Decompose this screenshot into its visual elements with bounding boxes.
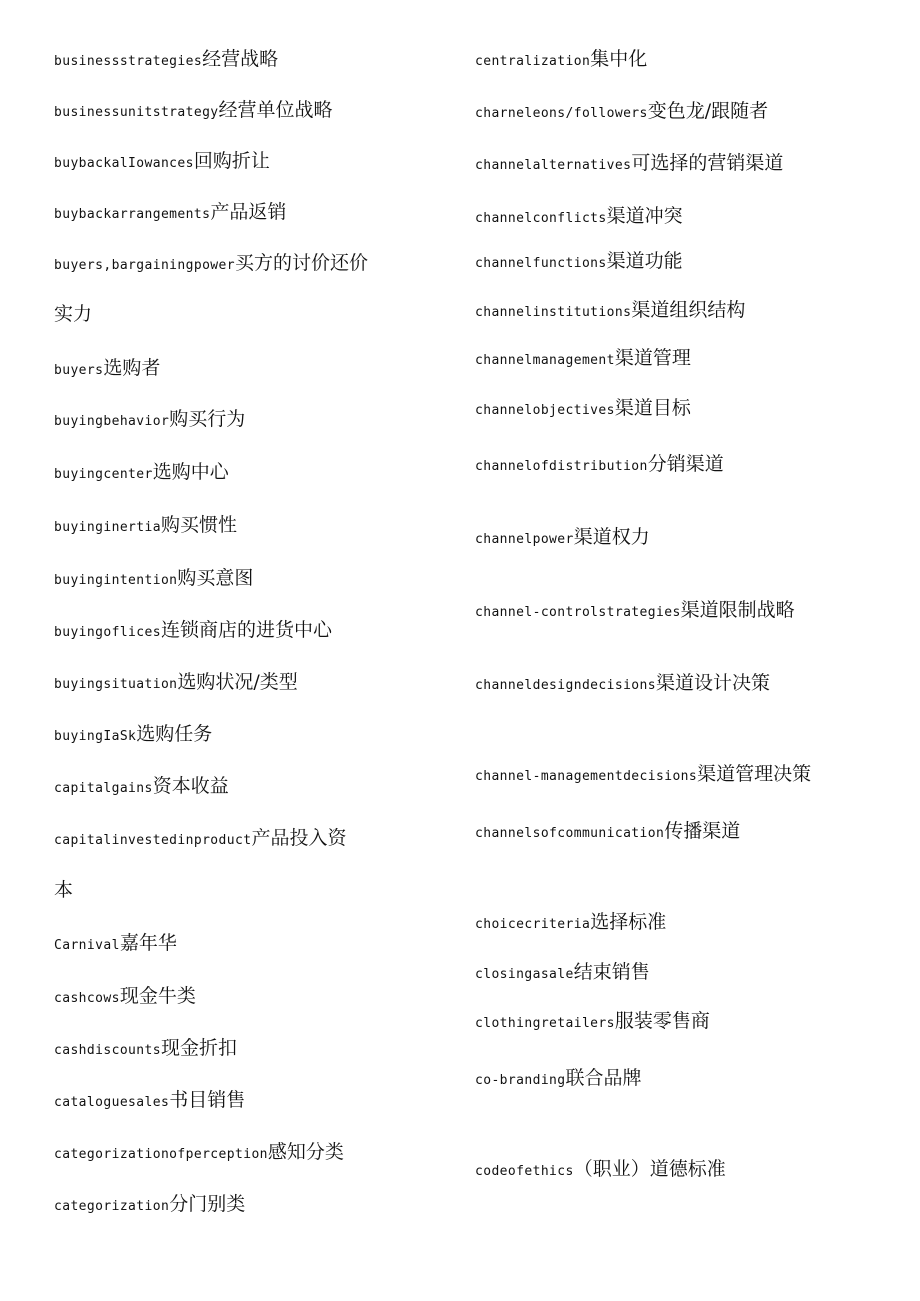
chinese-term: 渠道目标 xyxy=(614,397,691,419)
english-term: buyers,bargainingpower xyxy=(54,258,235,273)
glossary-entry xyxy=(475,396,691,423)
glossary-entry xyxy=(54,774,229,801)
english-term: channelconflicts xyxy=(475,211,607,226)
chinese-term: 产品投入资 xyxy=(251,827,347,849)
chinese-term: 本 xyxy=(54,879,74,901)
chinese-term: 渠道组织结构 xyxy=(631,299,746,321)
english-term: centralization xyxy=(475,54,591,69)
glossary-entry xyxy=(54,407,245,434)
chinese-term: 经营战略 xyxy=(202,48,279,70)
english-term: clothingretailers xyxy=(475,1016,615,1031)
glossary-entry xyxy=(475,99,768,126)
chinese-term: 分门别类 xyxy=(169,1193,246,1215)
chinese-term: 购买意图 xyxy=(177,567,254,589)
glossary-entry xyxy=(475,598,795,625)
english-term: Carnival xyxy=(54,938,120,953)
glossary-entry xyxy=(475,819,740,846)
chinese-term: 经营单位战略 xyxy=(218,99,333,121)
chinese-term: 联合品牌 xyxy=(565,1067,642,1089)
glossary-entry xyxy=(54,1036,237,1063)
chinese-term: 渠道限制战略 xyxy=(680,599,795,621)
english-term: buybackalIowances xyxy=(54,156,194,171)
chinese-term: 实力 xyxy=(54,303,93,325)
english-term: co-branding xyxy=(475,1073,566,1088)
english-term: businessstrategies xyxy=(54,54,203,69)
english-term: buyingcenter xyxy=(54,467,153,482)
chinese-term: 服装零售商 xyxy=(614,1010,710,1032)
chinese-term: 现金折扣 xyxy=(160,1037,237,1059)
glossary-entry xyxy=(54,460,229,487)
glossary-entry xyxy=(54,251,368,278)
chinese-term: 购买行为 xyxy=(169,408,246,430)
english-term: channelofdistribution xyxy=(475,459,648,474)
glossary-entry xyxy=(54,984,196,1011)
english-term: cataloguesales xyxy=(54,1095,170,1110)
glossary-entry xyxy=(475,47,647,74)
english-term: categorizationofperception xyxy=(54,1147,268,1162)
english-term: channelinstitutions xyxy=(475,305,632,320)
english-term: buybackarrangements xyxy=(54,207,211,222)
glossary-entry xyxy=(475,249,683,276)
english-term: closingasale xyxy=(475,967,574,982)
glossary-entry xyxy=(54,98,333,125)
glossary-entry xyxy=(54,722,212,749)
english-term: channelfunctions xyxy=(475,256,607,271)
chinese-term: 可选择的营销渠道 xyxy=(631,152,784,174)
glossary-entry xyxy=(475,1066,642,1093)
glossary-entry xyxy=(54,200,286,227)
chinese-term: 选购中心 xyxy=(152,461,229,483)
chinese-term: 渠道权力 xyxy=(573,526,650,548)
glossary-entry-continuation xyxy=(54,302,92,328)
glossary-entry xyxy=(54,566,253,593)
chinese-term: 结束销售 xyxy=(573,961,650,983)
glossary-entry xyxy=(54,149,270,176)
chinese-term: 渠道设计决策 xyxy=(656,672,771,694)
chinese-term: 传播渠道 xyxy=(664,820,741,842)
english-term: channelalternatives xyxy=(475,158,632,173)
glossary-entry xyxy=(54,47,278,74)
glossary-entry xyxy=(54,1140,344,1167)
chinese-term: 连锁商店的进货中心 xyxy=(160,619,332,641)
chinese-term: 回购折让 xyxy=(193,150,270,172)
english-term: channel-managementdecisions xyxy=(475,769,698,784)
chinese-term: 变色龙/跟随者 xyxy=(647,100,769,122)
glossary-entry xyxy=(475,525,650,552)
english-term: channel-controlstrategies xyxy=(475,605,681,620)
chinese-term: 书目销售 xyxy=(169,1089,246,1111)
english-term: buyingIaSk xyxy=(54,729,137,744)
chinese-term: 渠道功能 xyxy=(606,250,683,272)
chinese-term: 集中化 xyxy=(590,48,648,70)
chinese-term: 渠道管理 xyxy=(614,347,691,369)
chinese-term: 资本收益 xyxy=(152,775,229,797)
glossary-entry xyxy=(54,1088,245,1115)
chinese-term: 产品返销 xyxy=(210,201,287,223)
english-term: buyingsituation xyxy=(54,677,178,692)
english-term: buyinginertia xyxy=(54,520,161,535)
chinese-term: 现金牛类 xyxy=(119,985,196,1007)
glossary-entry xyxy=(475,671,770,698)
glossary-entry xyxy=(475,204,683,231)
chinese-term: 渠道管理决策 xyxy=(697,763,812,785)
glossary-entry-continuation xyxy=(54,878,73,904)
chinese-term: 分销渠道 xyxy=(647,453,724,475)
chinese-term: 选择标准 xyxy=(590,911,667,933)
glossary-entry xyxy=(475,1009,710,1036)
glossary-entry xyxy=(475,1157,726,1184)
glossary-entry xyxy=(475,910,666,937)
english-term: channelpower xyxy=(475,532,574,547)
english-term: channelobjectives xyxy=(475,403,615,418)
english-term: choicecriteria xyxy=(475,917,591,932)
glossary-entry xyxy=(475,298,745,325)
chinese-term: 选购任务 xyxy=(136,723,213,745)
english-term: buyingoflices xyxy=(54,625,161,640)
english-term: channelsofcommunication xyxy=(475,826,665,841)
glossary-entry xyxy=(475,762,811,789)
english-term: charneleons/followers xyxy=(475,106,648,121)
glossary-entry xyxy=(475,346,691,373)
glossary-entry xyxy=(54,356,160,383)
glossary-entry xyxy=(475,960,650,987)
glossary-entry xyxy=(475,151,783,178)
chinese-term: （职业）道德标准 xyxy=(573,1158,726,1180)
english-term: channeldesigndecisions xyxy=(475,678,656,693)
english-term: businessunitstrategy xyxy=(54,105,219,120)
chinese-term: 买方的讨价还价 xyxy=(235,252,369,274)
glossary-entry xyxy=(54,826,346,853)
chinese-term: 选购状况/类型 xyxy=(177,671,298,693)
english-term: categorization xyxy=(54,1199,170,1214)
english-term: capitalinvestedinproduct xyxy=(54,833,252,848)
chinese-term: 渠道冲突 xyxy=(606,205,683,227)
chinese-term: 选购者 xyxy=(103,357,161,379)
english-term: buyingintention xyxy=(54,573,178,588)
english-term: cashdiscounts xyxy=(54,1043,161,1058)
chinese-term: 嘉年华 xyxy=(119,932,177,954)
english-term: capitalgains xyxy=(54,781,153,796)
english-term: channelmanagement xyxy=(475,353,615,368)
glossary-entry xyxy=(54,670,298,697)
chinese-term: 购买惯性 xyxy=(160,514,237,536)
glossary-entry xyxy=(54,931,177,958)
chinese-term: 感知分类 xyxy=(267,1141,344,1163)
english-term: cashcows xyxy=(54,991,120,1006)
glossary-entry xyxy=(54,513,237,540)
english-term: codeofethics xyxy=(475,1164,574,1179)
english-term: buyingbehavior xyxy=(54,414,170,429)
glossary-entry xyxy=(54,618,332,645)
english-term: buyers xyxy=(54,363,104,378)
glossary-entry xyxy=(475,452,724,479)
glossary-entry xyxy=(54,1192,245,1219)
